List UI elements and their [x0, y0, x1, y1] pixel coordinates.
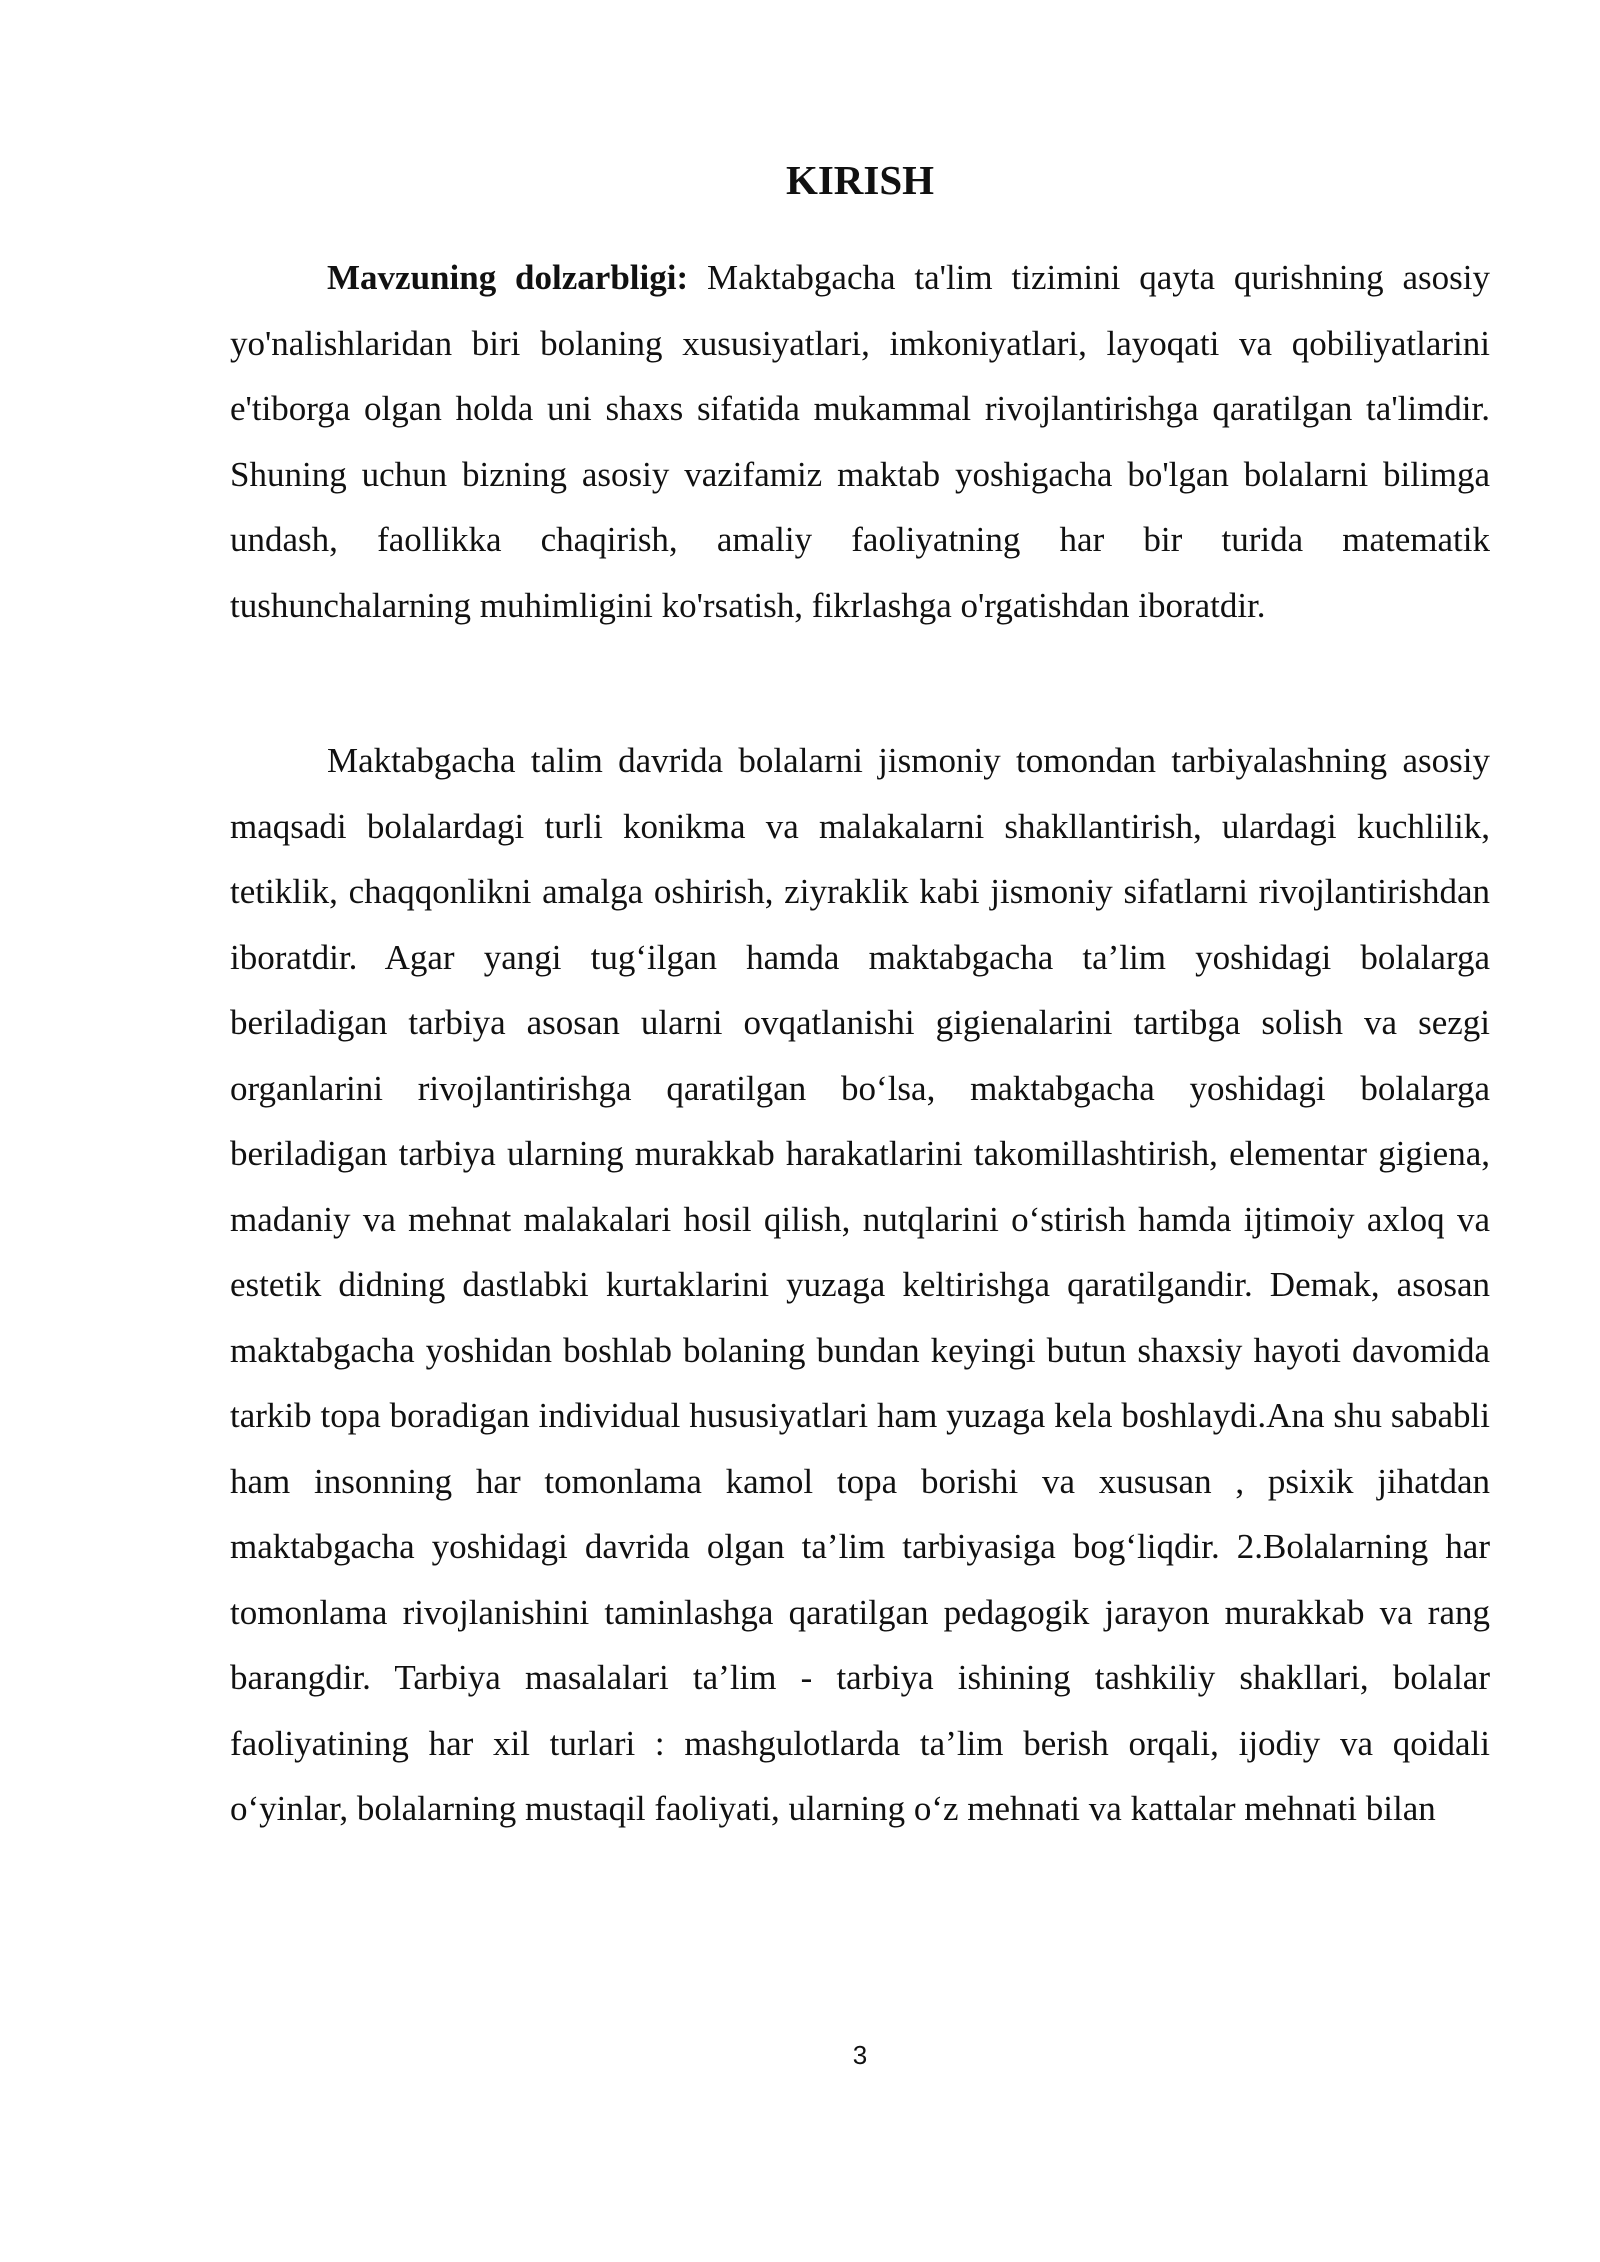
paragraph-2: Maktabgacha talim davrida bolalarni jismoniy tomondan tarbiyalashning asosiy maqsadi bolalardagi turli konikma va malakalarni shakllantirish, ulardagi kuchlilik, tetiklik, chaqqonlikni amalga oshirish, ziyraklik kabi jismoniy sifatlarni rivojlantirishdan iboratdir. Agar yangi tug‘ilgan hamda maktabgacha ta’lim yoshidagi bolalarga beriladigan tarbiya asosan ularni ovqatlanishi gigienalarini tartibga solish va sezgi organlarini rivojlantirishga qaratilgan bo‘lsa, maktabgacha yoshidagi bolalarga beriladigan tarbiya ularning murakkab harakatlarini takomillashtirish, elementar gigiena, madaniy va mehnat malakalari hosil qilish, nutqlarini o‘stirish hamda ijtimoiy axloq va estetik didning dastlabki kurtaklarini yuzaga keltirishga qaratilgandir. Demak, asosan maktabgacha yoshidan boshlab bolaning bundan keyingi butun shaxsiy hayoti davomida tarkib topa boradigan individual hususiyatlari ham yuzaga kela boshlaydi.Ana shu sababli ham insonning har tomonlama kamol topa borishi va xususan , psixik jihatdan maktabgacha yoshidagi davrida olgan ta’lim tarbiyasiga bog‘liqdir. 2.Bolalarning har tomonlama rivojlanishini taminlashga qaratilgan pedagogik jarayon murakkab va rang barangdir. Tarbiya masalalari ta’lim - tarbiya ishining tashkiliy shakllari, bolalar faoliyatining har xil turlari : mashgulotlarda ta’lim berish orqali, ijodiy va qoidali o‘yinlar, bolalarning mustaqil faoliyati, ularning o‘z mehnati va kattalar mehnati bilan	[230, 741, 1490, 1828]
page-number: 3	[852, 2040, 868, 2070]
paragraph-relevance	[230, 245, 1490, 638]
paragraph-1	[230, 245, 1490, 638]
paragraph-1-text: Maktabgacha ta'lim tizimini qayta qurishning asosiy yo'nalishlaridan biri bolaning xususiyatlari, imkoniyatlari, layoqati va qobiliyatlarini e'tiborga olgan holda uni shaxs sifatida mukammal rivojlantirishga qaratilgan ta'limdir. Shuning uchun bizning asosiy vazifamiz maktab yoshigacha bo'lgan bolalarni bilimga undash, faollikka chaqirish, amaliy faoliyatning har bir turida matematik tushunchalarning muhimligini ko'rsatish, fikrlashga o'rgatishdan iboratdir.	[230, 258, 1491, 625]
paragraph-1-lead: Mavzuning dolzarbligi:	[327, 258, 689, 297]
page-title: KIRISH	[785, 157, 935, 203]
paragraph-physical-education	[230, 728, 1490, 1842]
